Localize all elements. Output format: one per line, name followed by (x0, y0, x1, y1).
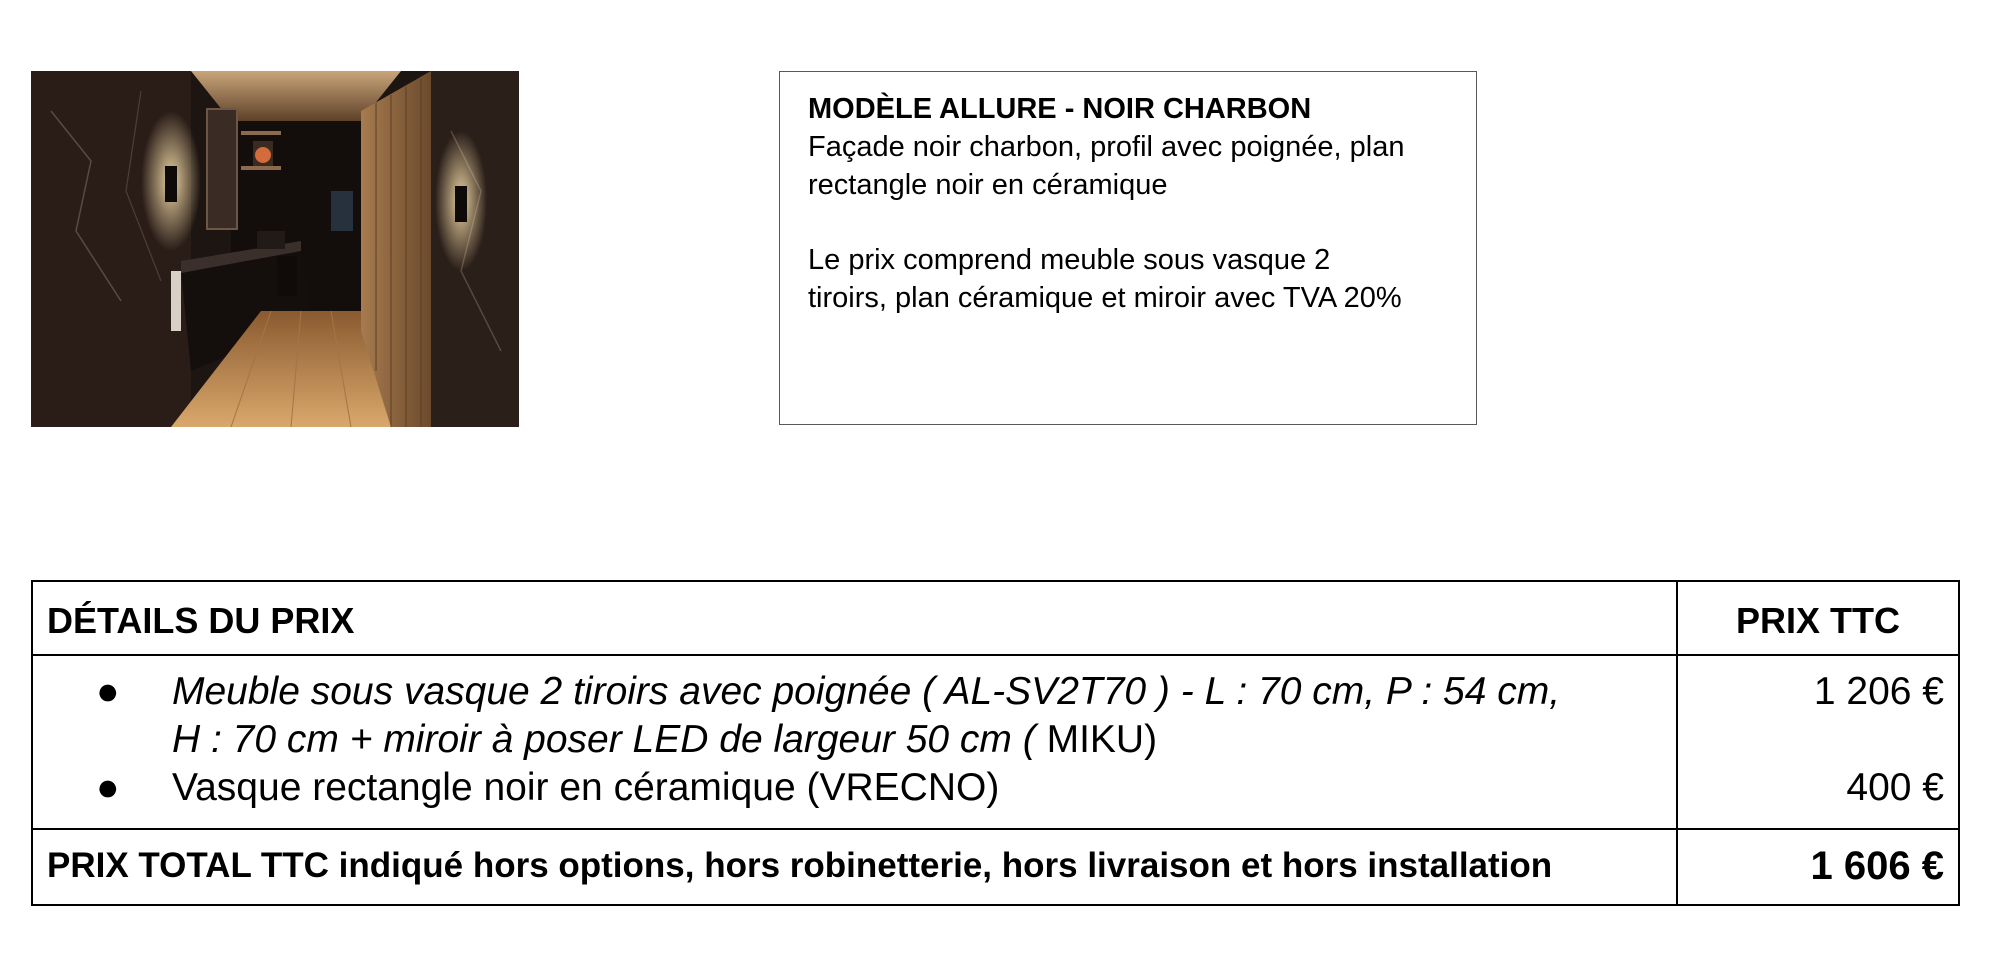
list-item (96, 668, 1666, 764)
item-description-line2-normal: MIKU) (1046, 718, 1158, 761)
header-price-label: PRIX TTC (1735, 600, 1900, 641)
table-header-row (33, 582, 1958, 656)
bullet-icon: ● (96, 670, 120, 713)
price-table (31, 580, 1960, 906)
spacer (808, 204, 1448, 241)
item-description-line2 (172, 716, 1666, 764)
table-items-row (33, 654, 1958, 830)
product-title: MODÈLE ALLURE - NOIR CHARBON (808, 93, 1312, 125)
description-line: rectangle noir en céramique (808, 169, 1168, 201)
list-item (96, 764, 1666, 812)
price-note-line: tiroirs, plan céramique et miroir avec TVA 20% (808, 282, 1402, 314)
item-description-line1: Vasque rectangle noir en céramique (VRECNO) (172, 766, 1000, 809)
bullet-icon: ● (96, 766, 120, 809)
product-description-box (779, 71, 1477, 425)
item-description-line2-italic: H : 70 cm + miroir à poser LED de largeur 50 cm ( (172, 718, 1047, 761)
bathroom-photo-icon (31, 71, 519, 427)
table-total-row (33, 828, 1958, 904)
total-price: 1 606 € (1810, 844, 1944, 888)
total-label: PRIX TOTAL TTC indiqué hors options, hors robinetterie, hors livraison et hors installation (47, 846, 1553, 885)
product-photo (31, 71, 519, 427)
header-details-label: DÉTAILS DU PRIX (47, 600, 355, 641)
description-line: Façade noir charbon, profil avec poignée, plan (808, 131, 1405, 163)
item-price: 400 € (1846, 766, 1944, 809)
price-note-line: Le prix comprend meuble sous vasque 2 (808, 244, 1331, 276)
item-description-line1: Meuble sous vasque 2 tiroirs avec poignée ( AL-SV2T70 ) - L : 70 cm, P : 54 cm, (172, 670, 1561, 713)
item-price: 1 206 € (1813, 670, 1944, 713)
